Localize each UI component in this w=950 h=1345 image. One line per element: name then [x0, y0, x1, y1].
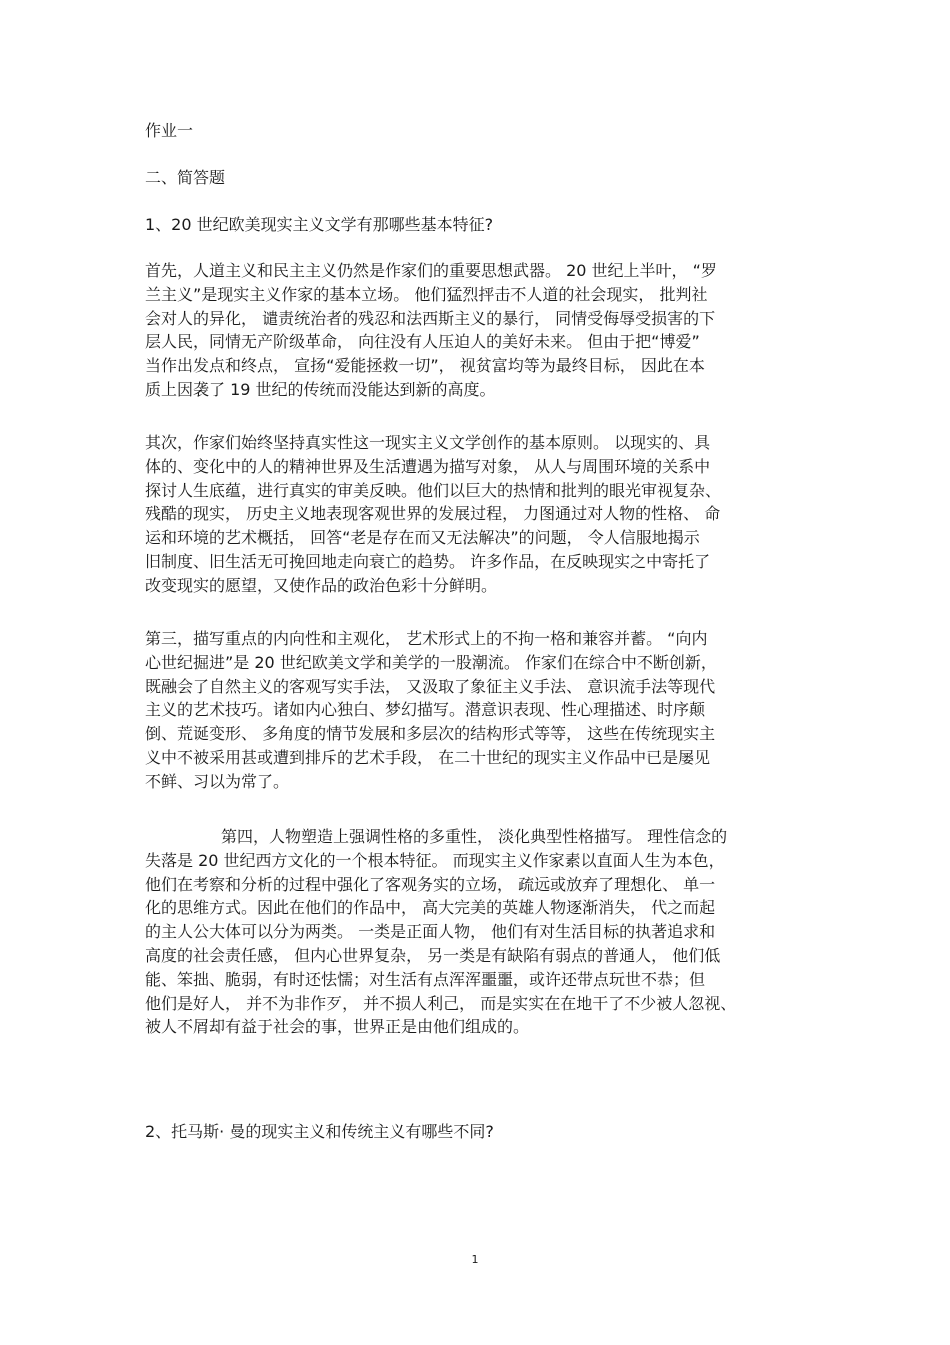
text-line: 倒、荒诞变形、 多角度的情节发展和多层次的结构形式等等， 这些在传统现实主: [145, 724, 716, 744]
text-line: 化的思维方式。因此在他们的作品中， 高大完美的英雄人物逐渐消失， 代之而起: [145, 898, 716, 918]
text-line: 层人民，同情无产阶级革命， 向往没有人压迫人的美好未来。 但由于把“博爱”: [145, 332, 700, 352]
doc-title: 作业一: [145, 121, 194, 140]
text-line: 会对人的异化， 谴责统治者的残忍和法西斯主义的暴行， 同情受侮辱受损害的下: [145, 308, 716, 328]
text-line: 高度的社会责任感， 但内心世界复杂， 另一类是有缺陷有弱点的普通人， 他们低: [145, 945, 721, 965]
text-line: 失落是 20 世纪西方文化的一个根本特征。 而现实主义作家素以直面人生为本色，: [145, 850, 725, 870]
text-line: 首先，人道主义和民主主义仍然是作家们的重要思想武器。 20 世纪上半叶， “罗: [145, 261, 717, 280]
text-line: 能、笨拙、脆弱，有时还怯懦；对生活有点浑浑噩噩，或许还带点玩世不恭；但: [145, 969, 706, 989]
text-line: 他们在考察和分析的过程中强化了客观务实的立场， 疏远或放弃了理想化、 单一: [145, 874, 716, 894]
text-line: 被人不屑却有益于社会的事，世界正是由他们组成的。: [145, 1017, 530, 1037]
page-number: 1: [471, 1253, 479, 1266]
text-line: 不鲜、习以为常了。: [145, 771, 290, 791]
text-line: 兰主义”是现实主义作家的基本立场。 他们猛烈抨击不人道的社会现实， 批判社: [145, 284, 708, 304]
text-line: 既融会了自然主义的客观写实手法， 又汲取了象征主义手法、 意识流手法等现代: [145, 676, 716, 696]
paragraph-1: [145, 259, 817, 402]
text-line: 其次，作家们始终坚持真实性这一现实主义文学创作的基本原则。 以现实的、具: [145, 433, 711, 452]
text-line: 质上因袭了 19 世纪的传统而没能达到新的高度。: [145, 379, 496, 399]
text-line: 当作出发点和终点， 宣扬“爱能拯救一切”， 视贫富均等为最终目标， 因此在本: [145, 356, 705, 376]
text-line: 的主人公大体可以分为两类。 一类是正面人物， 他们有对生活目标的执著追求和: [145, 922, 716, 942]
paragraph-3: [145, 627, 817, 794]
question-2: 2、托马斯· 曼的现实主义和传统主义有哪些不同?: [145, 1122, 494, 1141]
text-line: 探讨人生底蕴，进行真实的审美反映。他们以巨大的热情和批判的眼光审视复杂、: [145, 480, 722, 500]
text-line: 运和环境的艺术概括， 回答“老是存在而又无法解决”的问题， 令人信服地揭示: [145, 528, 700, 548]
paragraph-2: [145, 431, 817, 598]
text-line: 旧制度、旧生活无可挽回地走向衰亡的趋势。 许多作品，在反映现实之中寄托了: [145, 551, 711, 571]
text-line: 残酷的现实， 历史主义地表现客观世界的发展过程， 力图通过对人物的性格、 命: [145, 504, 721, 524]
text-line: 第三，描写重点的内向性和主观化， 艺术形式上的不拘一格和兼容并蓄。 “向内: [145, 629, 708, 648]
text-line: 心世纪掘进”是 20 世纪欧美文学和美学的一股潮流。 作家们在综合中不断创新，: [145, 652, 717, 672]
section-heading: 二、简答题: [145, 168, 226, 187]
text-line: 改变现实的愿望，又使作品的政治色彩十分鲜明。: [145, 575, 498, 595]
text-line: 第四，人物塑造上强调性格的多重性， 淡化典型性格描写。 理性信念的: [221, 827, 728, 846]
text-line: 义中不被采用甚或遭到排斥的艺术手段， 在二十世纪的现实主义作品中已是屡见: [145, 747, 711, 767]
text-line: 他们是好人， 并不为非作歹， 并不损人利己， 而是实实在在地干了不少被人忽视、: [145, 993, 737, 1013]
paragraph-4: [145, 825, 817, 1039]
text-line: 体的、变化中的人的精神世界及生活遭遇为描写对象， 从人与周围环境的关系中: [145, 456, 711, 476]
question-1: 1、20 世纪欧美现实主义文学有那哪些基本特征?: [145, 215, 494, 234]
text-line: 主义的艺术技巧。诸如内心独白、梦幻描写。潜意识表现、性心理描述、时序颠: [145, 700, 706, 720]
